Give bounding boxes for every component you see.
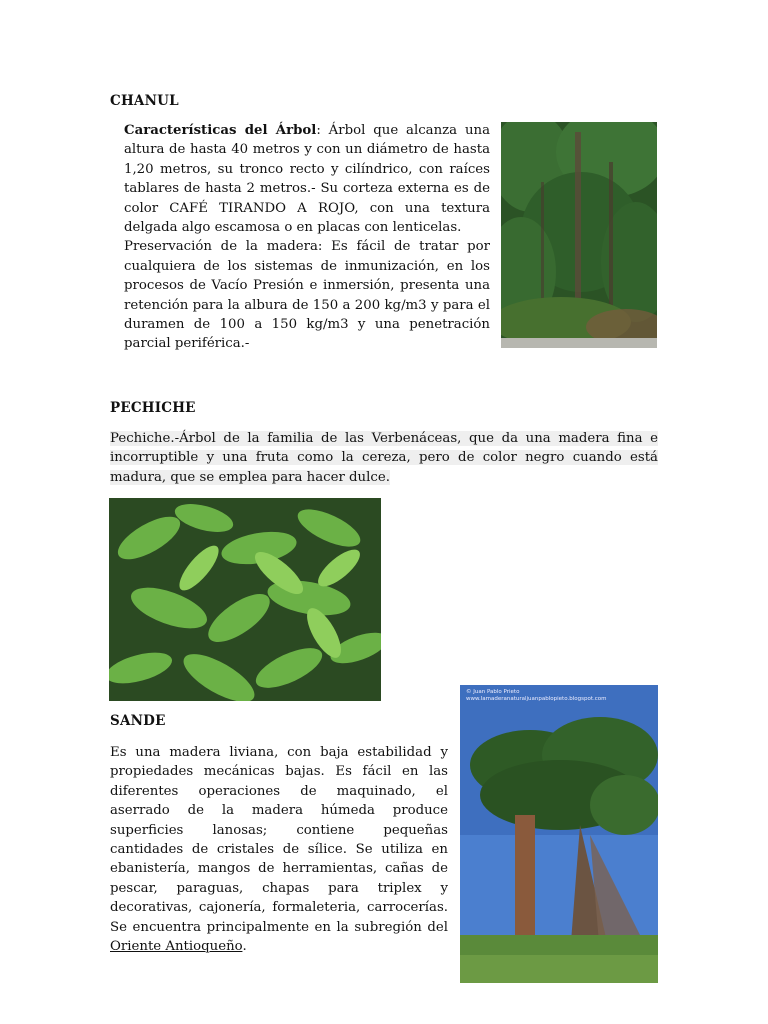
sande-text [110,743,448,956]
caption-line-1: © Juan Pablo Prieto [466,689,520,695]
caption-line-2: www.lamaderanaturaljuanpablopieto.blogspot.com [466,696,607,702]
sande-tree-photo [460,685,658,983]
sande-photo-caption [466,689,606,703]
pechiche-description: Pechiche.-Árbol de la familia de las Verbenáceas, que da una madera fina e incorruptible y una fruta como la cereza, pero de color negro cuando está madura, que se emplea para hacer dulce. [110,431,658,485]
section-title-chanul: CHANUL [110,93,179,109]
sande-end: . [242,939,247,955]
characteristics-label: Características del Árbol [124,123,317,138]
sande-description: Es una madera liviana, con baja estabilidad y propiedades mecánicas bajas. Es fácil en las diferentes operaciones de maquinado, el aserrado de la madera húmeda produce superficies lanosas; contiene pequeñas cantidades de cristales de sílice. Se utiliza en ebanistería, mangos de herramientas, cañas de pescar, paraguas, chapas para triplex y decorativas, cajonería, formaleteria, carrocerías. Se encuentra principalmente en la subregión del [110,745,448,935]
oriente-antioqueno-link[interactable]: Oriente Antioqueño [110,939,243,955]
chanul-body [124,121,490,354]
chanul-preservation: Preservación de la madera: Es fácil de tratar por cualquiera de los sistemas de inmunización, en los procesos de Vacío Presión e inmersión, presenta una retención para la albura de 150 a 200 kg/m3 y para el duramen de 100 a 150 kg/m3 y una penetración parcial periférica.- [124,239,490,352]
pechiche-leaves-photo [109,498,381,701]
sande-body [110,743,448,956]
section-title-pechiche: PECHICHE [110,400,196,416]
pechiche-text [110,429,658,487]
pechiche-body [110,429,658,487]
characteristics-text: : Árbol que alcanza una altura de hasta 40 metros y con un diámetro de hasta 1,20 metros, su tronco recto y cilíndrico, con raíces tablares de hasta 2 metros.- Su corteza externa es de color CAFÉ TIRANDO A ROJO, con una textura delgada algo escamosa o en placas con lenticelas. [124,123,491,236]
chanul-characteristics [124,121,490,237]
section-title-sande: SANDE [110,713,166,729]
chanul-forest-photo [501,122,657,348]
